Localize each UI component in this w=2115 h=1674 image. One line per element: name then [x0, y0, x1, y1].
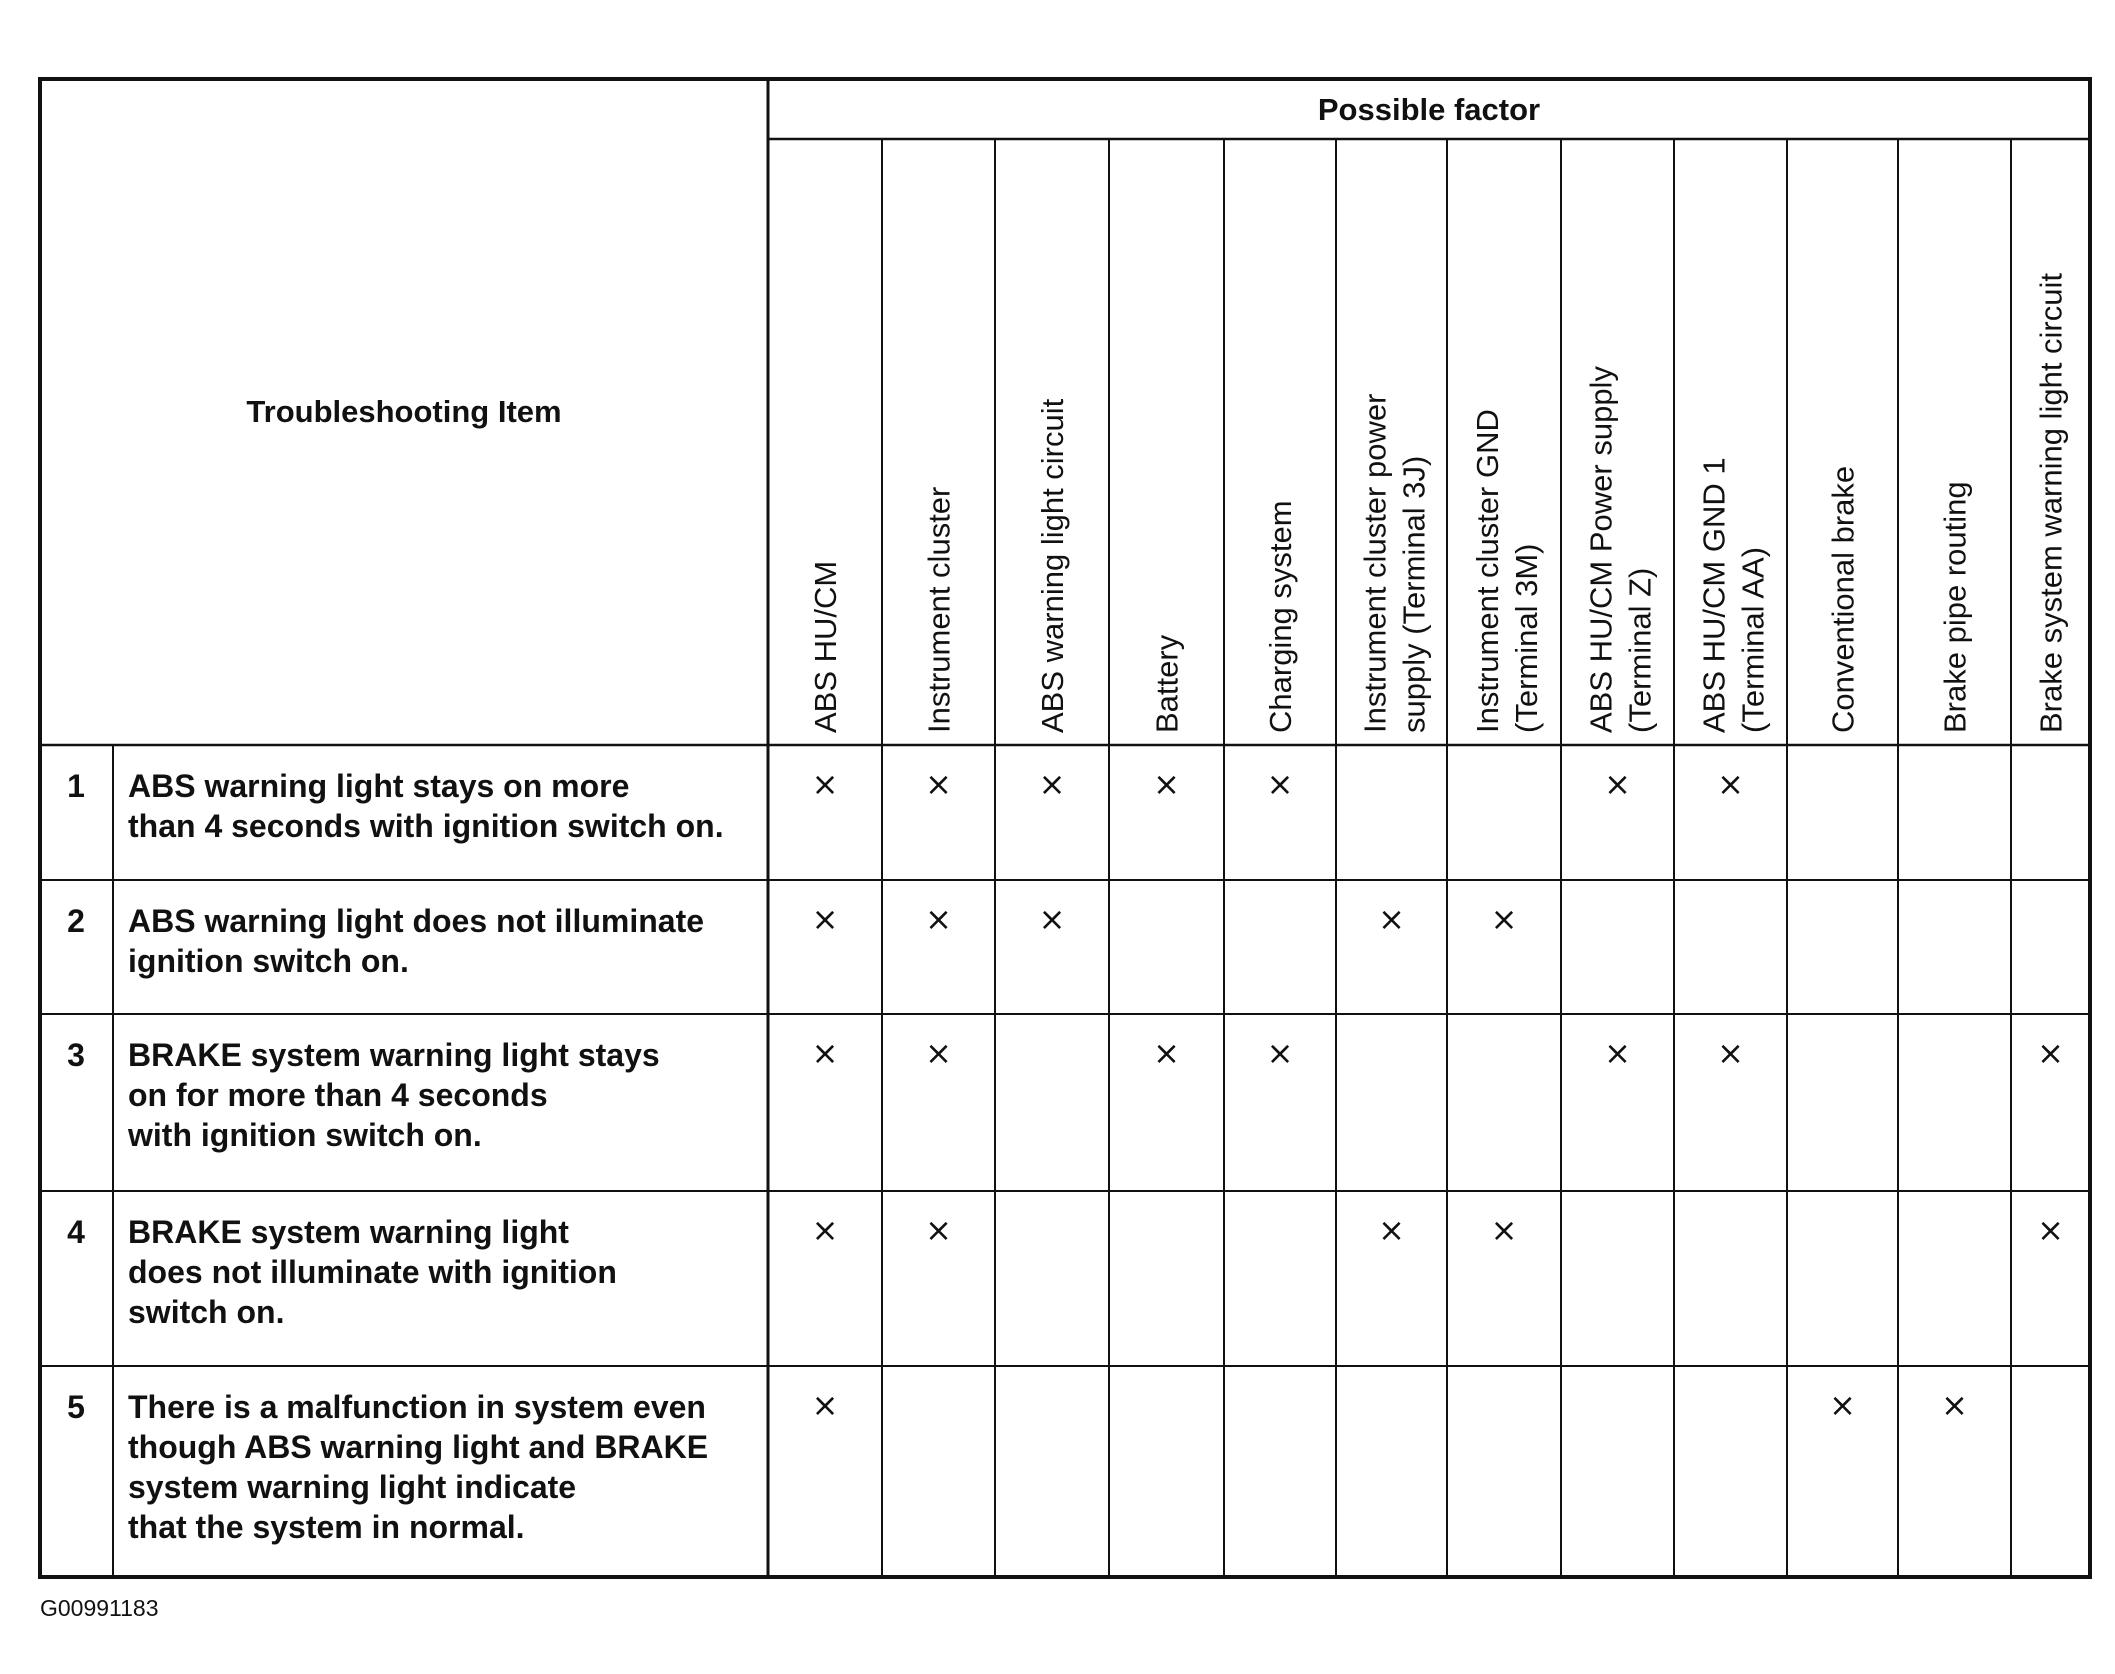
column-header-abs-hu-cm-gnd-1: ABS HU/CM GND 1: [1696, 457, 1732, 733]
factor-mark: ×: [1941, 1386, 1968, 1424]
factor-mark: ×: [811, 1034, 839, 1072]
column-header-instrument-cluster-gnd: (Terminal 3M): [1509, 543, 1544, 733]
troubleshooting-item-text: system warning light indicate: [128, 1469, 577, 1505]
factor-mark: ×: [1038, 765, 1066, 803]
factor-mark: ×: [925, 1034, 952, 1072]
factor-mark: ×: [1378, 1211, 1405, 1249]
row-number: 1: [67, 768, 85, 804]
troubleshooting-item-text: ABS warning light stays on more: [128, 768, 630, 804]
row-number: 2: [67, 903, 85, 939]
column-header-abs-hu-cm-power-supply: (Terminal Z): [1622, 567, 1658, 733]
troubleshooting-item-text: that the system in normal.: [128, 1509, 525, 1545]
column-header-instrument-cluster-power-supply: Instrument cluster power: [1357, 393, 1393, 733]
factor-mark: ×: [1266, 1034, 1294, 1072]
factor-mark: ×: [811, 1211, 839, 1249]
troubleshooting-item-text: ABS warning light does not illuminate: [128, 903, 705, 939]
factor-mark: ×: [1604, 765, 1631, 803]
factor-mark: ×: [925, 1211, 952, 1249]
factor-mark: ×: [1829, 1386, 1856, 1424]
factor-mark: ×: [1378, 900, 1405, 938]
troubleshooting-item-text: though ABS warning light and BRAKE: [128, 1429, 709, 1465]
factor-mark: ×: [811, 765, 839, 803]
troubleshooting-item-text: with ignition switch on.: [128, 1117, 482, 1153]
troubleshooting-item-text: switch on.: [128, 1294, 285, 1330]
factor-mark: ×: [1490, 1211, 1518, 1249]
column-header-abs-hu-cm-power-supply: ABS HU/CM Power supply: [1583, 366, 1619, 733]
troubleshooting-item-text: BRAKE system warning light stays: [128, 1037, 660, 1073]
troubleshooting-item-text: ignition switch on.: [128, 943, 409, 979]
factor-mark: ×: [1604, 1034, 1631, 1072]
column-header-battery: Battery: [1149, 634, 1185, 733]
column-header-instrument-cluster: Instrument cluster: [921, 486, 957, 733]
column-header-brake-system-warning-light-circuit: Brake system warning light circuit: [2033, 273, 2069, 733]
troubleshooting-item-text: on for more than 4 seconds: [128, 1077, 548, 1113]
factor-mark: ×: [811, 900, 839, 938]
column-header-brake-pipe-routing: Brake pipe routing: [1937, 481, 1973, 733]
troubleshooting-item-text: than 4 seconds with ignition switch on.: [128, 808, 724, 844]
column-header-charging-system: Charging system: [1263, 500, 1298, 733]
factor-mark: ×: [1266, 765, 1294, 803]
figure-code: G00991183: [40, 1595, 159, 1621]
factor-mark: ×: [925, 765, 952, 803]
factor-mark: ×: [1717, 765, 1744, 803]
row-number: 4: [67, 1214, 85, 1250]
troubleshooting-item-text: There is a malfunction in system even: [128, 1389, 706, 1425]
possible-factor-header: Possible factor: [1317, 92, 1541, 127]
factor-mark: ×: [1490, 900, 1518, 938]
column-header-instrument-cluster-power-supply: supply (Terminal 3J): [1396, 455, 1432, 733]
column-header-conventional-brake: Conventional brake: [1825, 465, 1861, 733]
row-number: 3: [67, 1037, 85, 1073]
factor-mark: ×: [2037, 1211, 2064, 1249]
column-header-instrument-cluster-gnd: Instrument cluster GND: [1470, 409, 1505, 733]
column-header-abs-warning-light-circuit: ABS warning light circuit: [1035, 398, 1070, 733]
column-header-abs-hu-cm: ABS HU/CM: [808, 560, 843, 733]
row-number: 5: [67, 1389, 85, 1425]
troubleshooting-item-header: Troubleshooting Item: [246, 394, 562, 429]
troubleshooting-item-text: does not illuminate with ignition: [128, 1254, 617, 1290]
factor-mark: ×: [811, 1386, 839, 1424]
troubleshooting-item-text: BRAKE system warning light: [128, 1214, 569, 1250]
factor-mark: ×: [1038, 900, 1066, 938]
column-header-abs-hu-cm-gnd-1: (Terminal AA): [1735, 546, 1771, 733]
factor-mark: ×: [2037, 1034, 2064, 1072]
factor-mark: ×: [1153, 765, 1180, 803]
factor-mark: ×: [1153, 1034, 1180, 1072]
factor-mark: ×: [925, 900, 952, 938]
factor-mark: ×: [1717, 1034, 1744, 1072]
